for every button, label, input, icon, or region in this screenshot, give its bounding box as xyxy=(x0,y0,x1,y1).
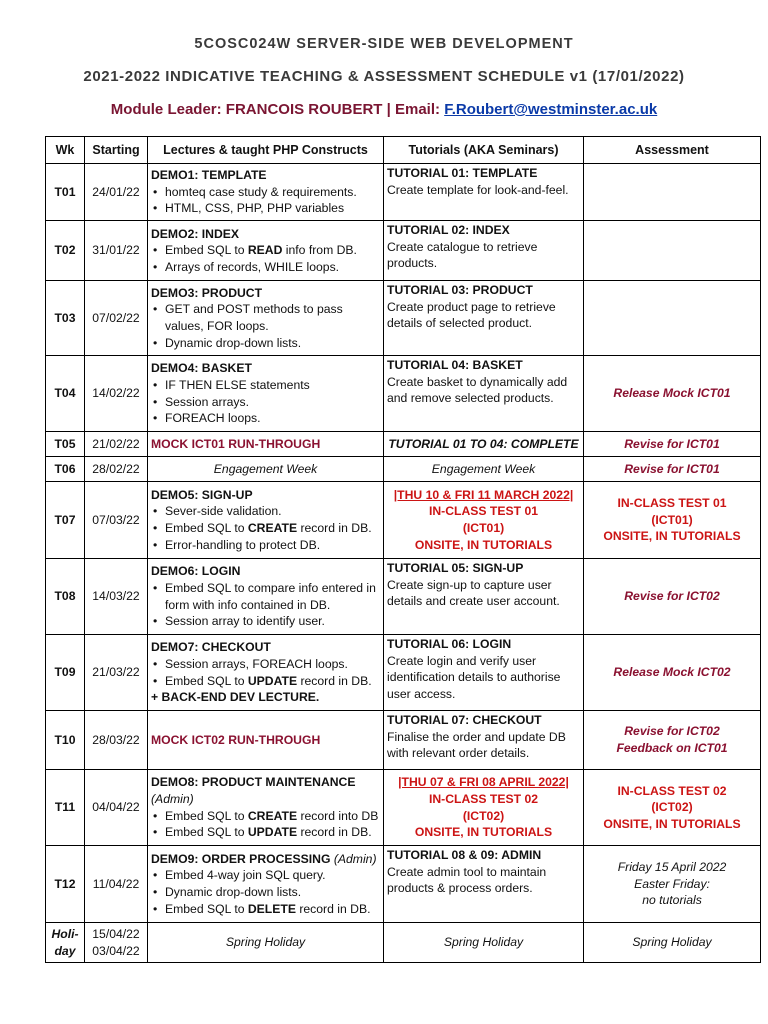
week-cell: T03 xyxy=(46,281,85,356)
table-row xyxy=(46,356,761,432)
assessment-text: Spring Holiday xyxy=(632,935,712,950)
assessment-text: Release Mock ICT01 xyxy=(613,386,731,401)
lecture-bullet: • Error-handling to protect DB. xyxy=(151,537,380,554)
lecture-cell xyxy=(148,770,384,846)
lecture-bullet: • IF THEN ELSE statements xyxy=(151,377,380,394)
assessment-test-name: IN-CLASS TEST 01 xyxy=(617,496,727,511)
table-row xyxy=(46,221,761,281)
lecture-bullet: • Embed SQL to READ info from DB. xyxy=(151,242,380,259)
assessment-cell xyxy=(584,923,761,963)
assessment-cell xyxy=(584,164,761,221)
date-cell: 14/02/22 xyxy=(85,356,148,432)
lecture-cell xyxy=(148,482,384,559)
lecture-bullet: • Embed SQL to DELETE record in DB. xyxy=(151,901,380,918)
week-cell: T04 xyxy=(46,356,85,432)
lecture-bullet: • Dynamic drop-down lists. xyxy=(151,884,380,901)
tutorial-title: TUTORIAL 08 & 09: ADMIN xyxy=(387,848,542,862)
week-cell: T11 xyxy=(46,770,85,846)
date-cell: 24/01/22 xyxy=(85,164,148,221)
lecture-title: DEMO4: BASKET xyxy=(151,361,252,376)
table-row xyxy=(46,635,761,711)
week-cell: T09 xyxy=(46,635,85,711)
tutorial-cell xyxy=(384,482,584,559)
assessment-cell xyxy=(584,457,761,482)
tutorial-title: TUTORIAL 02: INDEX xyxy=(387,223,510,237)
lecture-title: DEMO3: PRODUCT xyxy=(151,285,263,300)
lecture-bullet: • Embed SQL to UPDATE record in DB. xyxy=(151,673,380,690)
lecture-cell xyxy=(148,356,384,432)
col-header-starting: Starting xyxy=(85,137,148,164)
date-cell: 04/04/22 xyxy=(85,770,148,846)
lecture-extra: + BACK-END DEV LECTURE. xyxy=(151,690,320,705)
tutorial-text: Create catalogue to retrieve products. xyxy=(387,239,538,271)
assessment-text: Release Mock ICT02 xyxy=(613,665,731,680)
tutorial-title: TUTORIAL 06: LOGIN xyxy=(387,637,512,651)
test-location: ONSITE, IN TUTORIALS xyxy=(414,825,553,840)
lecture-title: DEMO9: ORDER PROCESSING (Admin) xyxy=(151,851,377,866)
date-cell: 07/02/22 xyxy=(85,281,148,356)
tutorial-text: TUTORIAL 01 TO 04: COMPLETE xyxy=(388,436,579,451)
test-code: (ICT02) xyxy=(462,808,505,823)
tutorial-cell xyxy=(384,221,584,281)
tutorial-text: Finalise the order and update DB with relevant order details. xyxy=(387,729,566,761)
lecture-cell xyxy=(148,164,384,221)
assessment-text: Easter Friday: xyxy=(634,876,710,891)
lecture-bullet: • Embed 4-way join SQL query. xyxy=(151,867,380,884)
schedule-title: 2021-2022 INDICATIVE TEACHING & ASSESSMENT SCHEDULE v1 (17/01/2022) xyxy=(83,68,685,85)
tutorial-text: Engagement Week xyxy=(431,461,536,476)
tutorial-cell xyxy=(384,164,584,221)
assessment-cell xyxy=(584,432,761,457)
lecture-bullet: • Sever-side validation. xyxy=(151,503,380,520)
week-cell: T02 xyxy=(46,221,85,281)
lecture-title: DEMO8: PRODUCT MAINTENANCE xyxy=(151,775,356,790)
test-location: ONSITE, IN TUTORIALS xyxy=(414,537,553,552)
week-cell: T10 xyxy=(46,711,85,770)
lecture-bullet: • Session arrays. xyxy=(151,394,380,411)
date-cell: 21/03/22 xyxy=(85,635,148,711)
lecture-bullet: • Arrays of records, WHILE loops. xyxy=(151,259,380,276)
week-cell: T06 xyxy=(46,457,85,482)
lecture-bullet: • HTML, CSS, PHP, PHP variables xyxy=(151,200,380,217)
assessment-text: no tutorials xyxy=(642,893,702,908)
lecture-cell xyxy=(148,635,384,711)
tutorial-cell xyxy=(384,457,584,482)
date-cell: 14/03/22 xyxy=(85,559,148,635)
lecture-title: MOCK ICT01 RUN-THROUGH xyxy=(151,436,321,451)
leader-email-link[interactable]: F.Roubert@westminster.ac.uk xyxy=(444,101,658,118)
tutorial-text: Create template for look-and-feel. xyxy=(387,182,569,197)
tutorial-title: TUTORIAL 05: SIGN-UP xyxy=(387,561,524,575)
week-cell: T05 xyxy=(46,432,85,457)
table-row xyxy=(46,432,761,457)
lecture-bullet: • Embed SQL to CREATE record in DB. xyxy=(151,520,380,537)
assessment-cell xyxy=(584,770,761,846)
assessment-text: Revise for ICT02 xyxy=(624,724,720,739)
col-header-assessment: Assessment xyxy=(584,137,761,164)
module-leader-label: Module Leader: FRANCOIS ROUBERT | Email: xyxy=(110,101,445,118)
date-cell: 11/04/22 xyxy=(85,846,148,923)
date-cell: 28/02/22 xyxy=(85,457,148,482)
tutorial-cell xyxy=(384,432,584,457)
col-header-lectures: Lectures & taught PHP Constructs xyxy=(148,137,384,164)
assessment-cell xyxy=(584,221,761,281)
week-cell: Holi- day xyxy=(46,923,85,963)
assessment-text: Feedback on ICT01 xyxy=(616,741,728,755)
assessment-test-code: (ICT01) xyxy=(651,512,693,527)
lecture-cell xyxy=(148,221,384,281)
col-header-wk: Wk xyxy=(46,137,85,164)
col-header-tutorials: Tutorials (AKA Seminars) xyxy=(384,137,584,164)
date-cell: 28/03/22 xyxy=(85,711,148,770)
assessment-cell xyxy=(584,559,761,635)
assessment-test-location: ONSITE, IN TUTORIALS xyxy=(603,529,741,544)
week-cell: T08 xyxy=(46,559,85,635)
table-row xyxy=(46,457,761,482)
tutorial-cell xyxy=(384,923,584,963)
lecture-cell xyxy=(148,432,384,457)
lecture-bullet: • GET and POST methods to pass values, FOR loops. xyxy=(151,301,380,334)
assessment-cell xyxy=(584,281,761,356)
lecture-title: DEMO5: SIGN-UP xyxy=(151,487,253,502)
lecture-bullet: • Dynamic drop-down lists. xyxy=(151,335,380,352)
tutorial-cell xyxy=(384,281,584,356)
table-row xyxy=(46,482,761,559)
assessment-cell xyxy=(584,482,761,559)
table-header-row xyxy=(46,137,761,164)
test-dates: |THU 07 & FRI 08 APRIL 2022| xyxy=(398,775,569,790)
tutorial-text: Spring Holiday xyxy=(443,935,524,950)
tutorial-text: Create product page to retrieve details of selected product. xyxy=(387,299,556,331)
table-row xyxy=(46,559,761,635)
lecture-bullet: • homteq case study & requirements. xyxy=(151,184,380,201)
assessment-test-name: IN-CLASS TEST 02 xyxy=(617,783,727,798)
lecture-cell xyxy=(148,281,384,356)
tutorial-cell xyxy=(384,635,584,711)
lecture-cell xyxy=(148,923,384,963)
lecture-title: MOCK ICT02 RUN-THROUGH xyxy=(151,732,321,747)
tutorial-text: Create basket to dynamically add and remove selected products. xyxy=(387,374,568,406)
tutorial-title: TUTORIAL 01: TEMPLATE xyxy=(387,166,538,180)
assessment-test-location: ONSITE, IN TUTORIALS xyxy=(603,816,741,831)
tutorial-title: TUTORIAL 07: CHECKOUT xyxy=(387,713,542,727)
lecture-title: DEMO7: CHECKOUT xyxy=(151,640,271,655)
tutorial-cell xyxy=(384,770,584,846)
tutorial-cell xyxy=(384,846,584,923)
lecture-bullet: • Session arrays, FOREACH loops. xyxy=(151,656,380,673)
tutorial-title: TUTORIAL 04: BASKET xyxy=(387,358,523,372)
table-row xyxy=(46,923,761,963)
test-code: (ICT01) xyxy=(462,521,505,535)
assessment-text: Revise for ICT01 xyxy=(624,436,720,451)
table-row xyxy=(46,711,761,770)
assessment-cell xyxy=(584,635,761,711)
table-row xyxy=(46,846,761,923)
date-cell: 15/04/22 03/04/22 xyxy=(85,923,148,963)
test-name: IN-CLASS TEST 01 xyxy=(428,504,539,519)
lecture-cell xyxy=(148,457,384,482)
tutorial-title: TUTORIAL 03: PRODUCT xyxy=(387,283,533,297)
test-dates: |THU 10 & FRI 11 MARCH 2022| xyxy=(393,487,574,502)
date-cell: 21/02/22 xyxy=(85,432,148,457)
lecture-title: DEMO2: INDEX xyxy=(151,226,240,241)
lecture-cell xyxy=(148,846,384,923)
lecture-text: Spring Holiday xyxy=(225,935,306,950)
tutorial-text: Create admin tool to maintain products & process orders. xyxy=(387,864,547,896)
week-cell: T01 xyxy=(46,164,85,221)
tutorial-cell xyxy=(384,356,584,432)
week-cell: T12 xyxy=(46,846,85,923)
table-row xyxy=(46,281,761,356)
assessment-cell xyxy=(584,711,761,770)
lecture-cell xyxy=(148,711,384,770)
tutorial-text: Create sign-up to capture user details and create user account. xyxy=(387,577,560,609)
table-row xyxy=(46,164,761,221)
date-cell: 07/03/22 xyxy=(85,482,148,559)
week-cell: T07 xyxy=(46,482,85,559)
assessment-test-code: (ICT02) xyxy=(651,800,693,815)
table-row xyxy=(46,770,761,846)
tutorial-cell xyxy=(384,711,584,770)
lecture-title: DEMO6: LOGIN xyxy=(151,564,241,579)
tutorial-text: Create login and verify user identification details to authorise user access. xyxy=(387,653,561,701)
assessment-text: Revise for ICT02 xyxy=(624,589,720,604)
test-name: IN-CLASS TEST 02 xyxy=(428,791,539,806)
lecture-subtitle: (Admin) xyxy=(151,791,194,806)
assessment-text: Revise for ICT01 xyxy=(624,461,720,476)
lecture-bullet: • Session array to identify user. xyxy=(151,613,380,630)
lecture-bullet: • Embed SQL to compare info entered in form with info contained in DB. xyxy=(151,580,380,613)
course-title: 5COSC024W SERVER-SIDE WEB DEVELOPMENT xyxy=(194,36,574,52)
module-leader-line xyxy=(0,101,768,118)
lecture-bullet: • Embed SQL to CREATE record into DB xyxy=(151,808,380,825)
tutorial-cell xyxy=(384,559,584,635)
lecture-text: Engagement Week xyxy=(213,461,318,476)
date-cell: 31/01/22 xyxy=(85,221,148,281)
lecture-bullet: • Embed SQL to UPDATE record in DB. xyxy=(151,824,380,841)
assessment-text: Friday 15 April 2022 xyxy=(617,860,727,875)
lecture-bullet: • FOREACH loops. xyxy=(151,410,380,427)
assessment-cell xyxy=(584,846,761,923)
schedule-table xyxy=(45,136,761,963)
lecture-cell xyxy=(148,559,384,635)
assessment-cell xyxy=(584,356,761,432)
lecture-title: DEMO1: TEMPLATE xyxy=(151,168,267,183)
